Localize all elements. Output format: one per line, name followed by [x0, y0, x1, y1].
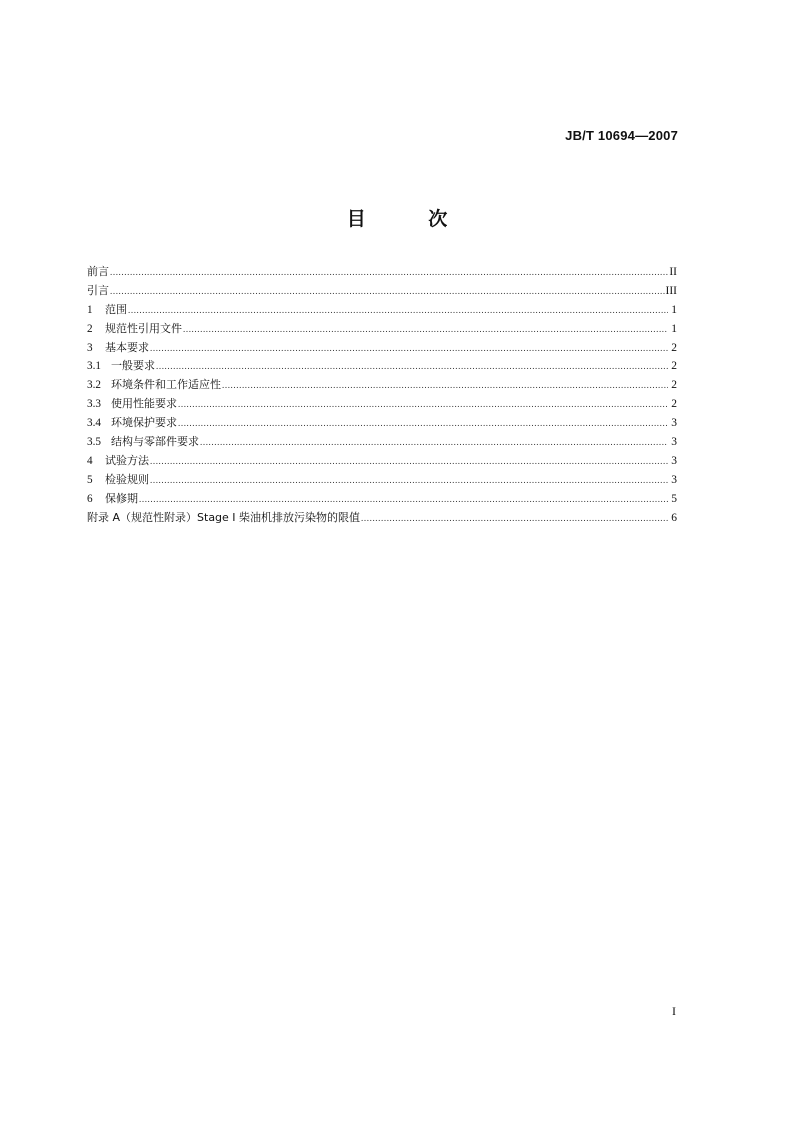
toc-entry-introduction[interactable]: [87, 282, 677, 301]
toc-entry-page: 3: [671, 454, 677, 467]
toc-entry-page: 1: [671, 322, 677, 335]
toc-entry-section-3-3[interactable]: [87, 395, 677, 414]
toc-entry-text: 基本要求: [105, 340, 149, 354]
toc-dot-leader: [178, 414, 668, 433]
toc-entry-number: 6: [87, 492, 93, 505]
toc-entry-page: 6: [671, 511, 677, 524]
toc-entry-text: 环境保护要求: [111, 416, 177, 430]
toc-entry-section-1[interactable]: [87, 301, 677, 320]
toc-dot-leader: [156, 357, 668, 376]
toc-entry-section-4[interactable]: [87, 452, 677, 471]
toc-dot-leader: [150, 471, 668, 490]
toc-entry-number: 3: [87, 341, 93, 354]
toc-entry-section-3-1[interactable]: [87, 357, 677, 376]
toc-entry-page: 2: [671, 360, 677, 373]
toc-dot-leader: [178, 395, 668, 414]
toc-entry-number: 3.4: [87, 417, 101, 430]
toc-entry-text: 一般要求: [111, 359, 155, 373]
toc-entry-page: 3: [671, 473, 677, 486]
toc-entry-text: 保修期: [105, 491, 138, 505]
page-number: I: [672, 1004, 676, 1018]
toc-dot-leader: [150, 339, 668, 358]
table-of-contents: [87, 263, 677, 527]
toc-entry-number: 2: [87, 322, 93, 335]
toc-dot-leader: [150, 452, 668, 471]
toc-entry-section-2[interactable]: [87, 320, 677, 339]
toc-entry-page: 5: [671, 492, 677, 505]
toc-entry-page: III: [665, 284, 677, 297]
toc-entry-text: 引言: [87, 283, 109, 297]
toc-entry-page: II: [669, 266, 677, 278]
toc-entry-section-6[interactable]: [87, 490, 677, 509]
toc-entry-number: 3.3: [87, 398, 101, 411]
toc-entry-text: 规范性引用文件: [105, 321, 182, 335]
toc-entry-number: 3.2: [87, 379, 101, 392]
toc-entry-number: 5: [87, 473, 93, 486]
toc-dot-leader: [361, 509, 668, 528]
toc-entry-text: 附录 A（规范性附录）Stage I 柴油机排放污染物的限值: [87, 510, 361, 524]
toc-dot-leader: [222, 376, 668, 395]
toc-entry-section-3-4[interactable]: [87, 414, 677, 433]
toc-entry-text: 检验规则: [105, 472, 149, 486]
toc-entry-section-3-5[interactable]: [87, 433, 677, 452]
toc-entry-section-3-2[interactable]: [87, 376, 677, 395]
toc-dot-leader: [110, 282, 665, 301]
toc-dot-leader: [200, 433, 668, 452]
toc-entry-number: 4: [87, 454, 93, 467]
toc-entry-number: 3.1: [87, 360, 101, 373]
toc-entry-page: 2: [671, 398, 677, 411]
toc-entry-section-3[interactable]: [87, 339, 677, 358]
toc-entry-text: 结构与零部件要求: [111, 435, 199, 449]
toc-entry-text: 环境条件和工作适应性: [111, 378, 221, 392]
toc-entry-section-5[interactable]: [87, 471, 677, 490]
toc-entry-number: 1: [87, 303, 93, 316]
toc-entry-text: 使用性能要求: [111, 397, 177, 411]
toc-dot-leader: [128, 301, 668, 320]
toc-entry-foreword[interactable]: [87, 263, 677, 282]
toc-entry-text: 前言: [87, 265, 109, 278]
toc-entry-annex-a[interactable]: [87, 509, 677, 528]
toc-entry-page: 2: [671, 341, 677, 354]
page-title: 目 次: [346, 208, 476, 230]
toc-entry-text: 范围: [105, 302, 127, 316]
toc-dot-leader: [139, 490, 668, 509]
toc-entry-page: 1: [671, 303, 677, 316]
toc-entry-page: 2: [671, 379, 677, 392]
toc-entry-page: 3: [671, 417, 677, 430]
standard-number: JB/T 10694—2007: [565, 128, 678, 143]
toc-entry-page: 3: [671, 436, 677, 449]
toc-entry-text: 试验方法: [105, 453, 149, 467]
toc-dot-leader: [110, 263, 668, 282]
toc-dot-leader: [183, 320, 668, 339]
toc-entry-number: 3.5: [87, 436, 101, 449]
